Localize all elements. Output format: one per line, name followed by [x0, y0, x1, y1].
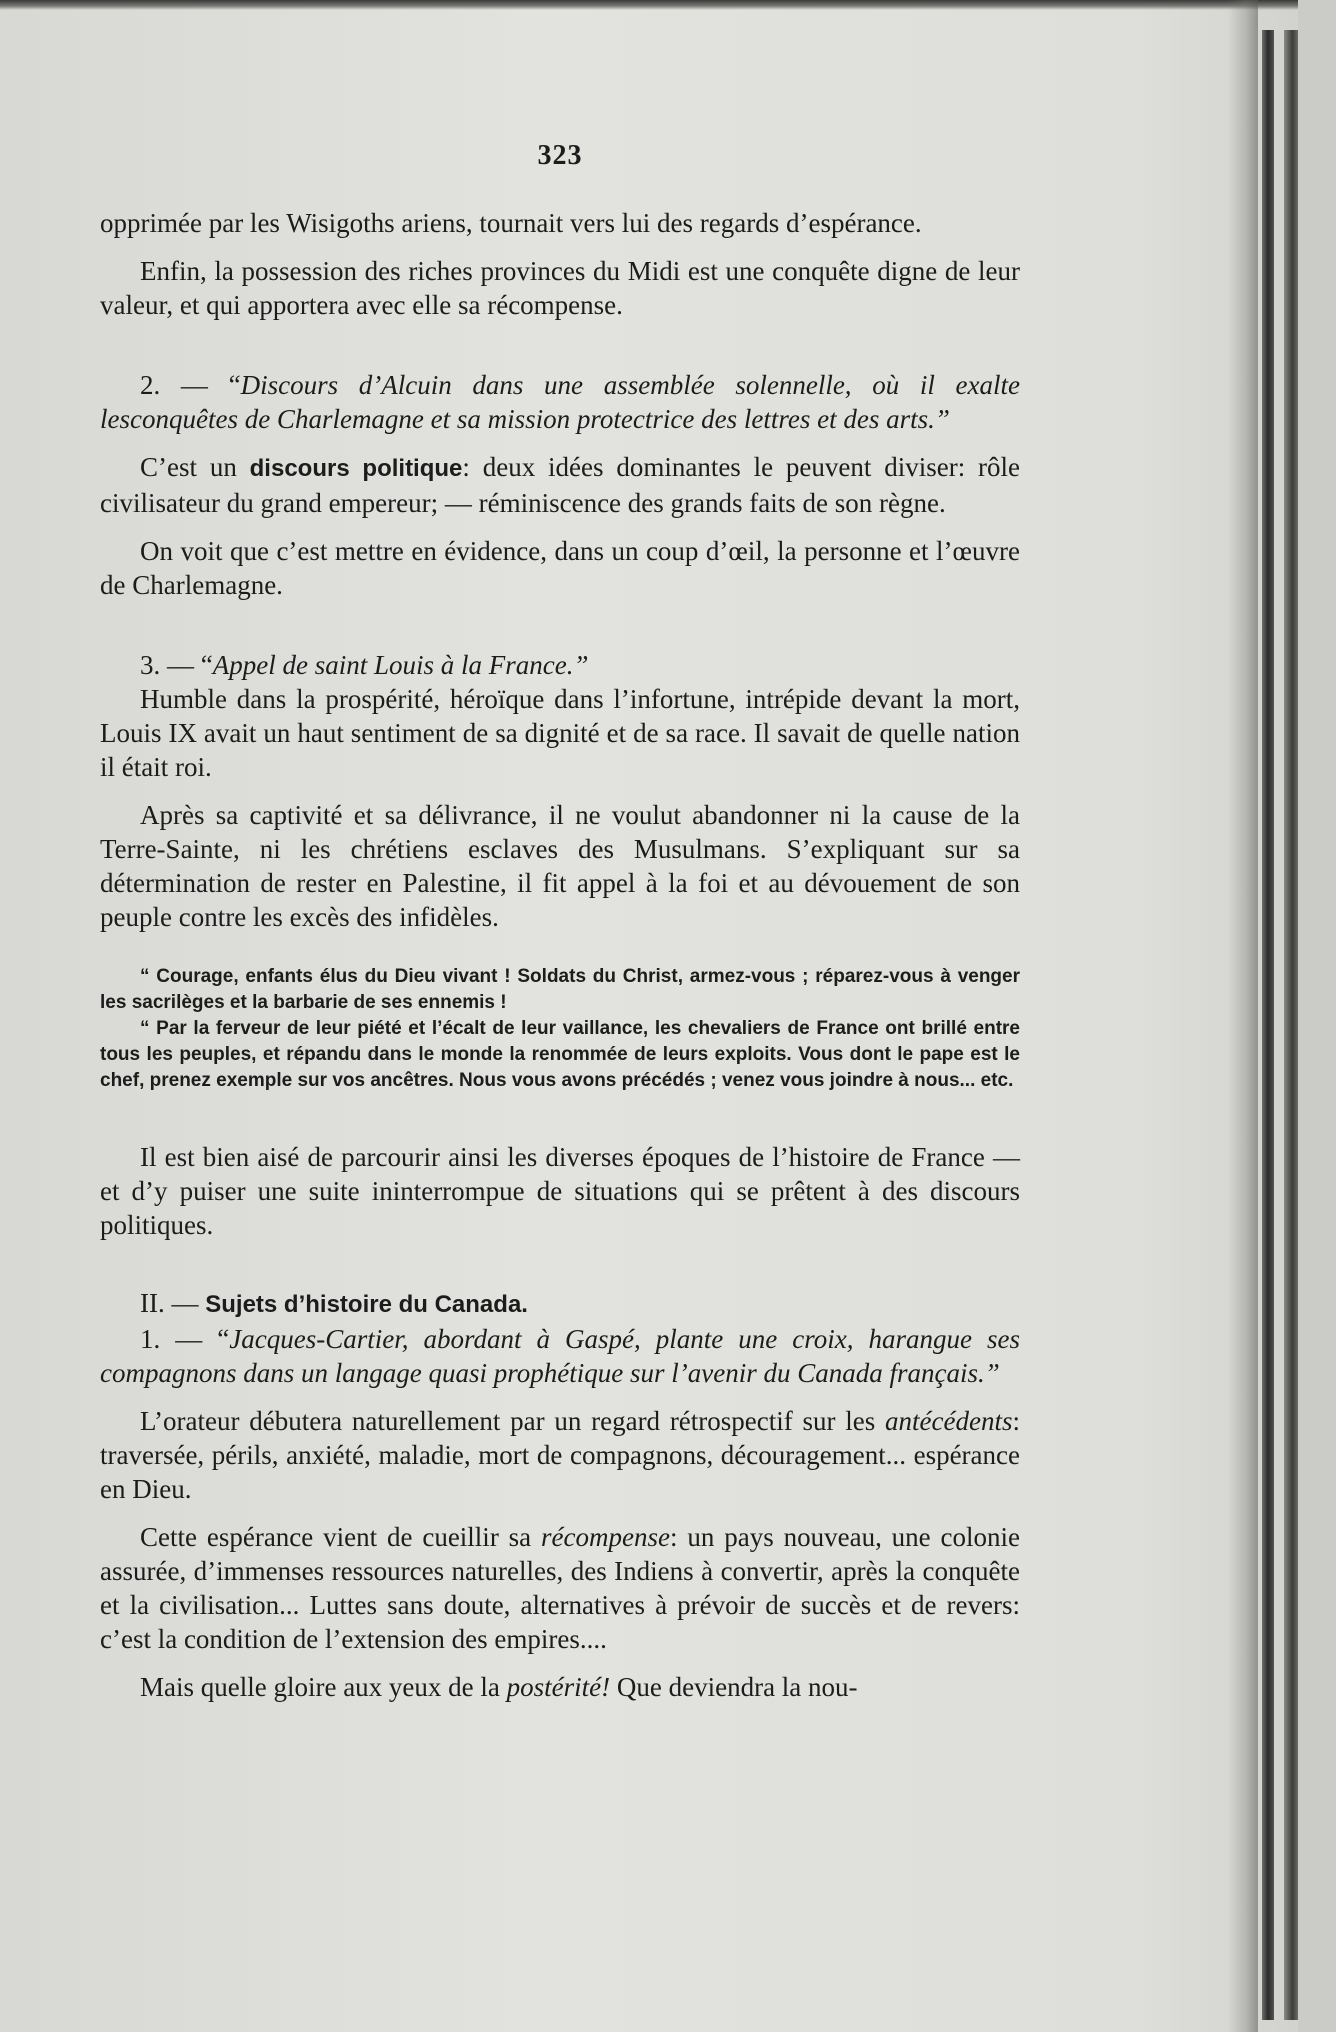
emphasis-posterite: postérité!	[506, 1672, 611, 1702]
paragraph-orateur	[100, 1404, 1020, 1506]
section-canada-1-title-text: Jacques-Cartier, abordant à Gaspé, plante une croix, harangue ses compagnons dans un langage quasi prophétique sur l’avenir du Canada français.”	[100, 1324, 1021, 1388]
section-2-number: 2. — “	[140, 370, 241, 400]
paragraph-gloire	[100, 1670, 1020, 1704]
heading-text: Sujets d’histoire du Canada.	[205, 1291, 528, 1318]
section-canada-1-title	[100, 1322, 1020, 1390]
quote-ferveur: “ Par la ferveur de leur piété et l’écalt de leur vaillance, les chevaliers de France ont brillé entre tous les peuples, et répandu dans le monde la renommée de leurs exploits. Vous dont le pape est le chef, prenez exemple sur vos ancêtres. Nous vous avons précédés ; venez vous joindre à nous... etc.	[100, 1018, 1020, 1091]
paragraph-esperance	[100, 1520, 1020, 1656]
paragraph-provinces-midi: Enfin, la possession des riches provinces du Midi est une conquête digne de leur valeur, et qui apportera avec elle sa récompense.	[100, 256, 1020, 320]
emphasis-discours-politique: discours politique	[249, 455, 463, 482]
book-page-edge-outer	[1284, 30, 1298, 2020]
book-page-edge	[1262, 30, 1274, 2020]
page-content	[100, 140, 1020, 1704]
heading-number: II. —	[140, 1288, 206, 1318]
page-number: 323	[537, 140, 583, 171]
text-run: : un pays nouveau, une colonie assurée, d’immenses ressources naturelles, des Indiens à convertir, après la conquête et la civilisation... Luttes sans doute, alternatives à prévoir de succès et de revers: c’est la condition de l’extension des empires....	[100, 1522, 1021, 1654]
text-run: L’orateur débutera naturellement par un regard rétrospectif sur les	[140, 1406, 886, 1436]
section-canada-1-number: 1. — “	[140, 1324, 230, 1354]
text-run: : traversée, périls, anxiété, maladie, mort de compagnons, découragement... espérance en Dieu.	[100, 1406, 1020, 1504]
paragraph-wisigoths: opprimée par les Wisigoths ariens, tournait vers lui des regards d’espérance.	[100, 208, 922, 238]
section-2-title	[100, 368, 1020, 436]
paragraph-charlemagne: On voit que c’est mettre en évidence, dans un coup d’œil, la personne et l’œuvre de Charlemagne.	[100, 536, 1020, 600]
section-canada-heading	[100, 1286, 1020, 1322]
paragraph-epoques-histoire: Il est bien aisé de parcourir ainsi les diverses époques de l’histoire de France — et d’y puiser une suite ininterrompue de situations qui se prêtent à des discours politiques.	[100, 1142, 1020, 1240]
section-3-number: 3. — “	[140, 650, 213, 680]
spine-shadow	[1228, 0, 1258, 2032]
scan-right-margin	[1298, 0, 1336, 2032]
emphasis-recompense: récompense	[541, 1522, 670, 1552]
section-3-title-text: Appel de saint Louis à la France.”	[212, 650, 589, 680]
quote-courage: “ Courage, enfants élus du Dieu vivant ! Soldats du Christ, armez-vous ; réparez-vous à venger les sacrilèges et la barbarie de ses ennemis !	[100, 966, 1020, 1013]
text-run: C’est un	[140, 452, 250, 482]
paragraph-louis-ix: Humble dans la prospérité, héroïque dans l’infortune, intrépide devant la mort, Louis IX avait un haut sentiment de sa dignité et de sa race. Il savait de quelle nation il était roi.	[100, 684, 1020, 782]
paragraph-captivite: Après sa captivité et sa délivrance, il ne voulut abandonner ni la cause de la Terre-Sainte, ni les chrétiens esclaves des Musulmans. S’expliquant sur sa détermination de rester en Palestine, il fit appel à la foi et au dévouement de son peuple contre les excès des infidèles.	[100, 800, 1020, 932]
text-run: : deux idées dominantes le peuvent diviser: rôle civilisateur du grand empereur; — réminiscence des grands faits de son règne.	[100, 452, 1021, 518]
text-run: Mais quelle gloire aux yeux de la	[140, 1672, 507, 1702]
text-run: Cette espérance vient de cueillir sa	[140, 1522, 542, 1552]
quote-block	[100, 964, 1020, 1094]
text-run: Que deviendra la nou-	[610, 1672, 858, 1702]
emphasis-antecedents: antécédents	[885, 1406, 1013, 1436]
scan-top-edge	[0, 0, 1336, 10]
section-3-title	[100, 648, 1020, 682]
section-2-title-text: Discours d’Alcuin dans une assemblée solennelle, où il exalte lesconquêtes de Charlemagne et sa mission protectrice des lettres et des arts.”	[100, 370, 1021, 434]
paragraph-discours-politique	[100, 450, 1020, 520]
